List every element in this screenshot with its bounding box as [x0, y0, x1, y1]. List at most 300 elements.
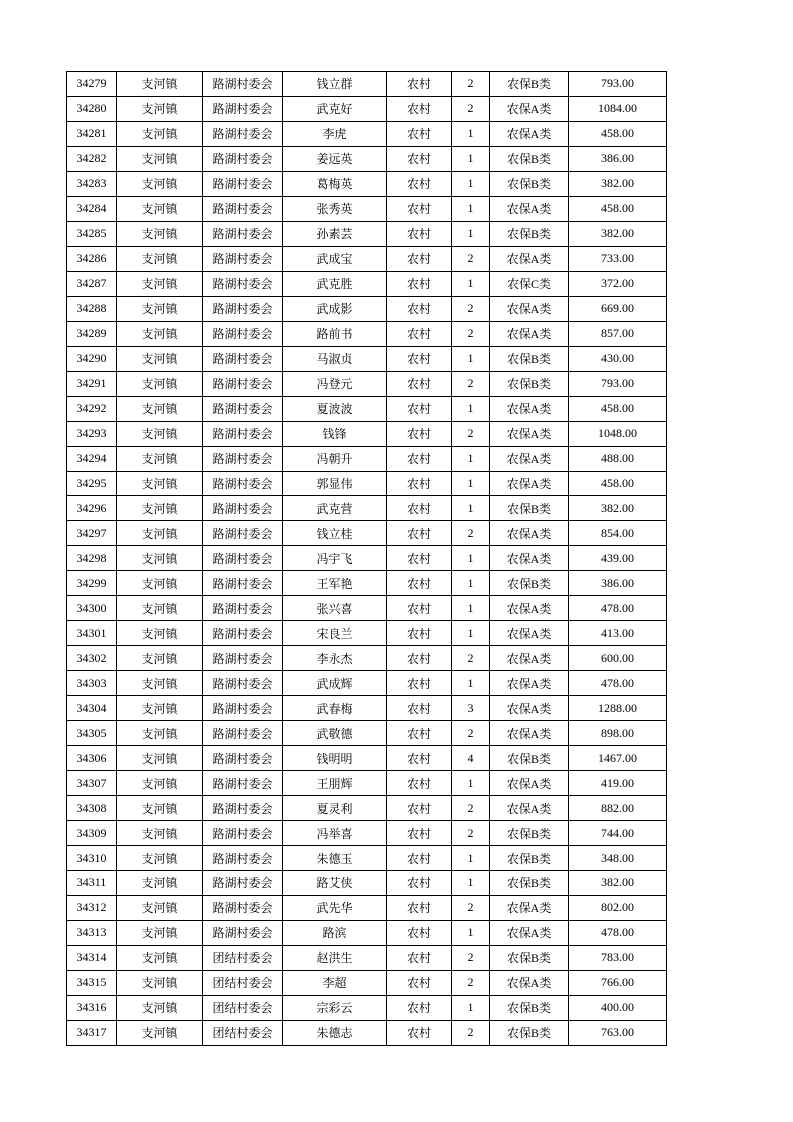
cell-village: 路湖村委会: [203, 296, 283, 321]
cell-town: 支河镇: [117, 571, 203, 596]
cell-amount: 478.00: [569, 671, 667, 696]
cell-name: 路艾侠: [283, 871, 387, 896]
cell-amount: 382.00: [569, 871, 667, 896]
cell-name: 冯宇飞: [283, 546, 387, 571]
cell-name: 朱德玉: [283, 846, 387, 871]
cell-category: 农村: [387, 321, 452, 346]
cell-amount: 382.00: [569, 171, 667, 196]
cell-amount: 1467.00: [569, 746, 667, 771]
cell-id: 34308: [67, 796, 117, 821]
cell-insurance: 农保B类: [490, 171, 569, 196]
cell-id: 34309: [67, 821, 117, 846]
cell-name: 冯登元: [283, 371, 387, 396]
cell-amount: 1288.00: [569, 696, 667, 721]
cell-town: 支河镇: [117, 671, 203, 696]
cell-insurance: 农保B类: [490, 995, 569, 1020]
cell-name: 张兴喜: [283, 596, 387, 621]
cell-town: 支河镇: [117, 920, 203, 945]
cell-village: 路湖村委会: [203, 446, 283, 471]
cell-category: 农村: [387, 221, 452, 246]
cell-town: 支河镇: [117, 146, 203, 171]
cell-id: 34288: [67, 296, 117, 321]
cell-count: 1: [452, 271, 490, 296]
cell-id: 34305: [67, 721, 117, 746]
cell-town: 支河镇: [117, 221, 203, 246]
table-row: [67, 346, 667, 371]
table-row: [67, 396, 667, 421]
cell-count: 2: [452, 321, 490, 346]
cell-category: 农村: [387, 371, 452, 396]
cell-count: 3: [452, 696, 490, 721]
cell-insurance: 农保A类: [490, 646, 569, 671]
cell-amount: 439.00: [569, 546, 667, 571]
cell-id: 34285: [67, 221, 117, 246]
cell-name: 路滨: [283, 920, 387, 945]
cell-name: 武成宝: [283, 246, 387, 271]
cell-count: 2: [452, 945, 490, 970]
cell-name: 宋良兰: [283, 621, 387, 646]
cell-name: 李超: [283, 970, 387, 995]
table-row: [67, 821, 667, 846]
cell-count: 2: [452, 296, 490, 321]
cell-insurance: 农保A类: [490, 296, 569, 321]
cell-category: 农村: [387, 471, 452, 496]
cell-count: 1: [452, 871, 490, 896]
cell-town: 支河镇: [117, 696, 203, 721]
cell-village: 路湖村委会: [203, 621, 283, 646]
cell-count: 1: [452, 446, 490, 471]
cell-category: 农村: [387, 995, 452, 1020]
cell-id: 34293: [67, 421, 117, 446]
cell-amount: 1084.00: [569, 96, 667, 121]
table-row: [67, 321, 667, 346]
cell-village: 团结村委会: [203, 945, 283, 970]
cell-id: 34315: [67, 970, 117, 995]
cell-town: 支河镇: [117, 995, 203, 1020]
cell-count: 1: [452, 171, 490, 196]
table-row: [67, 970, 667, 995]
cell-id: 34314: [67, 945, 117, 970]
cell-count: 2: [452, 1020, 490, 1045]
table-row: [67, 446, 667, 471]
cell-town: 支河镇: [117, 72, 203, 97]
cell-insurance: 农保B类: [490, 945, 569, 970]
cell-name: 王军艳: [283, 571, 387, 596]
cell-name: 李虎: [283, 121, 387, 146]
cell-id: 34284: [67, 196, 117, 221]
cell-amount: 348.00: [569, 846, 667, 871]
cell-amount: 793.00: [569, 371, 667, 396]
cell-village: 路湖村委会: [203, 171, 283, 196]
cell-insurance: 农保A类: [490, 521, 569, 546]
cell-id: 34287: [67, 271, 117, 296]
cell-count: 1: [452, 546, 490, 571]
cell-name: 武春梅: [283, 696, 387, 721]
table-row: [67, 846, 667, 871]
cell-amount: 458.00: [569, 121, 667, 146]
cell-category: 农村: [387, 521, 452, 546]
table-row: [67, 246, 667, 271]
cell-village: 团结村委会: [203, 1020, 283, 1045]
cell-name: 朱德志: [283, 1020, 387, 1045]
cell-count: 2: [452, 721, 490, 746]
cell-count: 2: [452, 371, 490, 396]
cell-id: 34303: [67, 671, 117, 696]
cell-id: 34296: [67, 496, 117, 521]
cell-category: 农村: [387, 746, 452, 771]
cell-town: 支河镇: [117, 421, 203, 446]
cell-count: 1: [452, 396, 490, 421]
cell-count: 1: [452, 846, 490, 871]
cell-amount: 744.00: [569, 821, 667, 846]
cell-id: 34291: [67, 371, 117, 396]
cell-name: 李永杰: [283, 646, 387, 671]
cell-amount: 430.00: [569, 346, 667, 371]
cell-category: 农村: [387, 196, 452, 221]
cell-id: 34312: [67, 895, 117, 920]
cell-town: 支河镇: [117, 346, 203, 371]
table-row: [67, 696, 667, 721]
cell-insurance: 农保A类: [490, 121, 569, 146]
cell-town: 支河镇: [117, 321, 203, 346]
table-row: [67, 421, 667, 446]
cell-category: 农村: [387, 72, 452, 97]
cell-category: 农村: [387, 871, 452, 896]
table-row: [67, 871, 667, 896]
cell-name: 孙素芸: [283, 221, 387, 246]
cell-village: 路湖村委会: [203, 146, 283, 171]
cell-village: 路湖村委会: [203, 871, 283, 896]
cell-amount: 763.00: [569, 1020, 667, 1045]
cell-count: 1: [452, 196, 490, 221]
cell-name: 冯举喜: [283, 821, 387, 846]
cell-name: 夏波波: [283, 396, 387, 421]
cell-category: 农村: [387, 821, 452, 846]
cell-village: 路湖村委会: [203, 846, 283, 871]
cell-town: 支河镇: [117, 121, 203, 146]
cell-category: 农村: [387, 171, 452, 196]
cell-amount: 458.00: [569, 396, 667, 421]
cell-village: 路湖村委会: [203, 246, 283, 271]
table-row: [67, 1020, 667, 1045]
table-row: [67, 196, 667, 221]
cell-town: 支河镇: [117, 746, 203, 771]
table-row: [67, 371, 667, 396]
cell-insurance: 农保B类: [490, 746, 569, 771]
cell-category: 农村: [387, 296, 452, 321]
cell-insurance: 农保A类: [490, 721, 569, 746]
cell-town: 支河镇: [117, 396, 203, 421]
cell-id: 34313: [67, 920, 117, 945]
table-row: [67, 221, 667, 246]
cell-id: 34292: [67, 396, 117, 421]
cell-insurance: 农保B类: [490, 146, 569, 171]
cell-insurance: 农保B类: [490, 496, 569, 521]
cell-insurance: 农保A类: [490, 970, 569, 995]
table-row: [67, 496, 667, 521]
cell-insurance: 农保A类: [490, 895, 569, 920]
cell-category: 农村: [387, 246, 452, 271]
cell-count: 1: [452, 496, 490, 521]
cell-id: 34317: [67, 1020, 117, 1045]
cell-name: 宗彩云: [283, 995, 387, 1020]
cell-category: 农村: [387, 771, 452, 796]
cell-amount: 400.00: [569, 995, 667, 1020]
cell-amount: 882.00: [569, 796, 667, 821]
cell-amount: 802.00: [569, 895, 667, 920]
cell-category: 农村: [387, 970, 452, 995]
cell-town: 支河镇: [117, 271, 203, 296]
cell-name: 张秀英: [283, 196, 387, 221]
cell-name: 冯朝升: [283, 446, 387, 471]
cell-insurance: 农保A类: [490, 471, 569, 496]
cell-name: 钱明明: [283, 746, 387, 771]
cell-village: 路湖村委会: [203, 821, 283, 846]
cell-id: 34286: [67, 246, 117, 271]
cell-village: 路湖村委会: [203, 271, 283, 296]
cell-category: 农村: [387, 596, 452, 621]
cell-insurance: 农保B类: [490, 846, 569, 871]
cell-insurance: 农保B类: [490, 571, 569, 596]
cell-town: 支河镇: [117, 546, 203, 571]
cell-insurance: 农保A类: [490, 396, 569, 421]
cell-category: 农村: [387, 396, 452, 421]
cell-town: 支河镇: [117, 621, 203, 646]
cell-amount: 783.00: [569, 945, 667, 970]
cell-count: 1: [452, 920, 490, 945]
cell-insurance: 农保A类: [490, 321, 569, 346]
cell-village: 团结村委会: [203, 970, 283, 995]
table-row: [67, 471, 667, 496]
cell-name: 马淑贞: [283, 346, 387, 371]
cell-insurance: 农保A类: [490, 446, 569, 471]
cell-village: 路湖村委会: [203, 696, 283, 721]
table-row: [67, 121, 667, 146]
cell-category: 农村: [387, 96, 452, 121]
cell-insurance: 农保B类: [490, 72, 569, 97]
cell-id: 34280: [67, 96, 117, 121]
cell-id: 34283: [67, 171, 117, 196]
cell-count: 2: [452, 646, 490, 671]
table-row: [67, 296, 667, 321]
cell-town: 支河镇: [117, 446, 203, 471]
cell-id: 34295: [67, 471, 117, 496]
cell-id: 34307: [67, 771, 117, 796]
table-row: [67, 546, 667, 571]
cell-amount: 386.00: [569, 146, 667, 171]
cell-village: 路湖村委会: [203, 571, 283, 596]
table-row: [67, 746, 667, 771]
cell-id: 34282: [67, 146, 117, 171]
cell-town: 支河镇: [117, 771, 203, 796]
cell-id: 34310: [67, 846, 117, 871]
cell-town: 支河镇: [117, 521, 203, 546]
cell-village: 路湖村委会: [203, 646, 283, 671]
cell-village: 路湖村委会: [203, 221, 283, 246]
cell-name: 武成辉: [283, 671, 387, 696]
cell-count: 2: [452, 970, 490, 995]
cell-town: 支河镇: [117, 496, 203, 521]
cell-category: 农村: [387, 945, 452, 970]
cell-village: 路湖村委会: [203, 796, 283, 821]
cell-category: 农村: [387, 546, 452, 571]
cell-village: 路湖村委会: [203, 920, 283, 945]
cell-count: 2: [452, 246, 490, 271]
cell-name: 路前书: [283, 321, 387, 346]
cell-amount: 854.00: [569, 521, 667, 546]
cell-insurance: 农保A类: [490, 196, 569, 221]
beneficiary-table: [66, 71, 667, 1046]
cell-amount: 458.00: [569, 196, 667, 221]
cell-name: 郭显伟: [283, 471, 387, 496]
cell-insurance: 农保A类: [490, 96, 569, 121]
cell-count: 2: [452, 421, 490, 446]
cell-category: 农村: [387, 721, 452, 746]
cell-count: 1: [452, 621, 490, 646]
cell-amount: 419.00: [569, 771, 667, 796]
cell-name: 赵洪生: [283, 945, 387, 970]
cell-id: 34302: [67, 646, 117, 671]
cell-insurance: 农保B类: [490, 821, 569, 846]
cell-count: 1: [452, 471, 490, 496]
cell-insurance: 农保B类: [490, 346, 569, 371]
cell-count: 2: [452, 821, 490, 846]
cell-insurance: 农保A类: [490, 421, 569, 446]
cell-count: 1: [452, 221, 490, 246]
cell-town: 支河镇: [117, 246, 203, 271]
cell-village: 路湖村委会: [203, 196, 283, 221]
cell-count: 1: [452, 771, 490, 796]
cell-village: 路湖村委会: [203, 671, 283, 696]
table-row: [67, 721, 667, 746]
cell-id: 34289: [67, 321, 117, 346]
cell-name: 武敬德: [283, 721, 387, 746]
cell-town: 支河镇: [117, 871, 203, 896]
cell-amount: 669.00: [569, 296, 667, 321]
cell-id: 34299: [67, 571, 117, 596]
cell-id: 34306: [67, 746, 117, 771]
table-row: [67, 796, 667, 821]
cell-amount: 733.00: [569, 246, 667, 271]
cell-amount: 600.00: [569, 646, 667, 671]
cell-category: 农村: [387, 621, 452, 646]
cell-village: 路湖村委会: [203, 421, 283, 446]
cell-village: 路湖村委会: [203, 396, 283, 421]
cell-count: 1: [452, 571, 490, 596]
cell-category: 农村: [387, 346, 452, 371]
cell-town: 支河镇: [117, 796, 203, 821]
cell-village: 路湖村委会: [203, 346, 283, 371]
cell-amount: 386.00: [569, 571, 667, 596]
table-row: [67, 771, 667, 796]
cell-insurance: 农保B类: [490, 371, 569, 396]
cell-category: 农村: [387, 121, 452, 146]
cell-id: 34294: [67, 446, 117, 471]
cell-town: 支河镇: [117, 895, 203, 920]
cell-count: 1: [452, 995, 490, 1020]
cell-count: 1: [452, 596, 490, 621]
cell-count: 2: [452, 521, 490, 546]
cell-id: 34304: [67, 696, 117, 721]
cell-insurance: 农保B类: [490, 221, 569, 246]
cell-category: 农村: [387, 446, 452, 471]
cell-count: 1: [452, 346, 490, 371]
cell-insurance: 农保A类: [490, 920, 569, 945]
cell-name: 钱立桂: [283, 521, 387, 546]
cell-village: 路湖村委会: [203, 72, 283, 97]
cell-id: 34300: [67, 596, 117, 621]
cell-village: 路湖村委会: [203, 471, 283, 496]
cell-town: 支河镇: [117, 296, 203, 321]
cell-town: 支河镇: [117, 596, 203, 621]
cell-insurance: 农保A类: [490, 796, 569, 821]
cell-id: 34279: [67, 72, 117, 97]
cell-category: 农村: [387, 646, 452, 671]
cell-village: 路湖村委会: [203, 521, 283, 546]
cell-insurance: 农保B类: [490, 1020, 569, 1045]
cell-id: 34290: [67, 346, 117, 371]
cell-amount: 382.00: [569, 496, 667, 521]
table-row: [67, 72, 667, 97]
cell-town: 支河镇: [117, 846, 203, 871]
table-row: [67, 521, 667, 546]
cell-amount: 458.00: [569, 471, 667, 496]
cell-village: 路湖村委会: [203, 496, 283, 521]
cell-amount: 1048.00: [569, 421, 667, 446]
cell-insurance: 农保C类: [490, 271, 569, 296]
cell-name: 钱锋: [283, 421, 387, 446]
table-row: [67, 621, 667, 646]
cell-village: 路湖村委会: [203, 371, 283, 396]
cell-amount: 478.00: [569, 920, 667, 945]
cell-amount: 382.00: [569, 221, 667, 246]
cell-town: 支河镇: [117, 821, 203, 846]
cell-town: 支河镇: [117, 96, 203, 121]
cell-amount: 766.00: [569, 970, 667, 995]
cell-id: 34298: [67, 546, 117, 571]
cell-id: 34281: [67, 121, 117, 146]
cell-town: 支河镇: [117, 646, 203, 671]
cell-village: 团结村委会: [203, 995, 283, 1020]
table-row: [67, 646, 667, 671]
table-row: [67, 146, 667, 171]
cell-amount: 488.00: [569, 446, 667, 471]
cell-category: 农村: [387, 571, 452, 596]
cell-village: 路湖村委会: [203, 596, 283, 621]
table-row: [67, 96, 667, 121]
cell-town: 支河镇: [117, 471, 203, 496]
table-row: [67, 596, 667, 621]
table-row: [67, 945, 667, 970]
cell-category: 农村: [387, 846, 452, 871]
cell-village: 路湖村委会: [203, 746, 283, 771]
cell-name: 武成影: [283, 296, 387, 321]
cell-count: 2: [452, 72, 490, 97]
cell-name: 武克好: [283, 96, 387, 121]
cell-id: 34316: [67, 995, 117, 1020]
cell-name: 夏灵利: [283, 796, 387, 821]
cell-town: 支河镇: [117, 371, 203, 396]
table-row: [67, 671, 667, 696]
cell-insurance: 农保A类: [490, 246, 569, 271]
cell-insurance: 农保A类: [490, 671, 569, 696]
cell-category: 农村: [387, 271, 452, 296]
table-row: [67, 171, 667, 196]
cell-count: 2: [452, 895, 490, 920]
cell-village: 路湖村委会: [203, 895, 283, 920]
cell-id: 34297: [67, 521, 117, 546]
cell-town: 支河镇: [117, 970, 203, 995]
